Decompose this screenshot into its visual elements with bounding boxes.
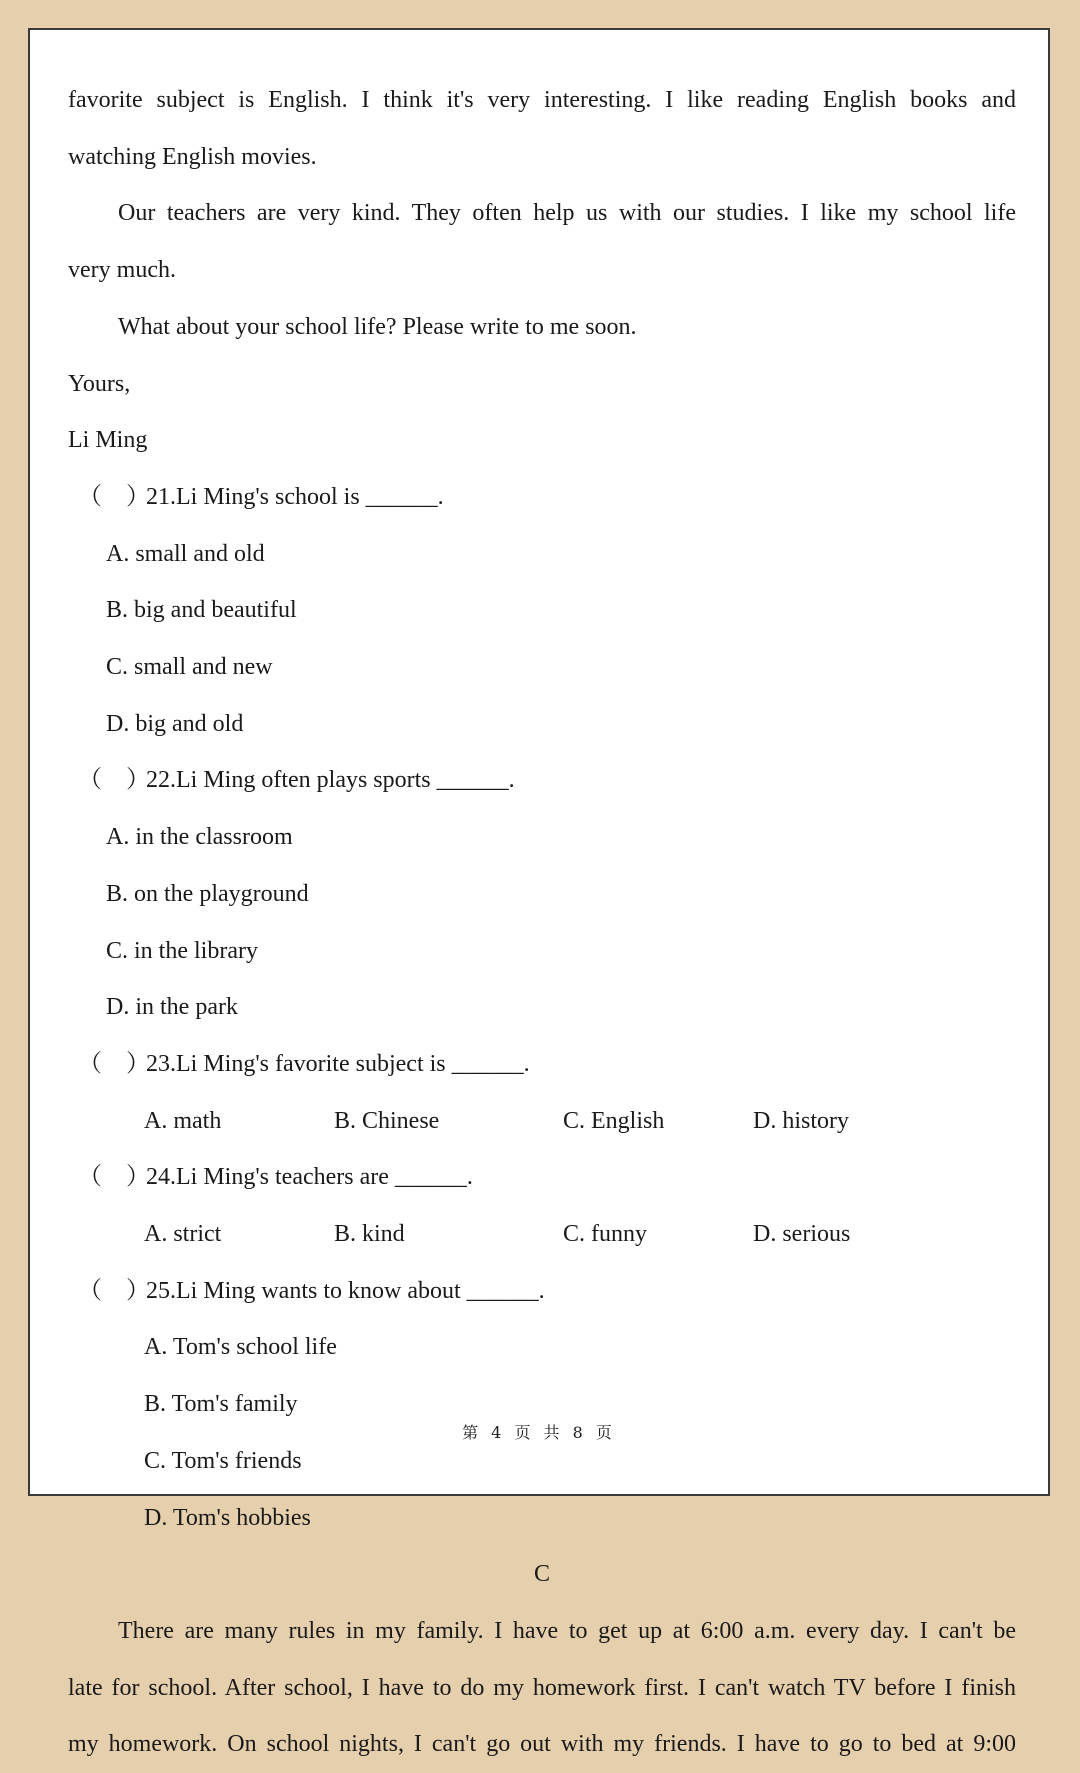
options-row <box>68 1093 1016 1150</box>
passage-line: watching English movies. <box>68 143 317 170</box>
option-a[interactable]: A. Tom's school life <box>144 1334 337 1361</box>
option-b[interactable]: B. Tom's family <box>144 1391 298 1418</box>
question-stem: 22.Li Ming often plays sports ______. <box>146 767 515 794</box>
passage-line: favorite subject is English. I think it's very interesting. I like reading English books and <box>68 87 1016 113</box>
option-d[interactable]: D. history <box>753 1107 849 1134</box>
option-d[interactable]: D. big and old <box>106 710 244 737</box>
options-row <box>68 1433 1016 1546</box>
answer-blank[interactable]: （ ） <box>78 1164 150 1191</box>
options-row <box>68 1206 1016 1263</box>
option-b[interactable]: B. on the playground <box>106 880 309 907</box>
option-a[interactable]: A. math <box>144 1107 222 1134</box>
question-25 <box>68 1263 1016 1320</box>
exam-page <box>28 28 1050 1758</box>
question-stem: 21.Li Ming's school is ______. <box>146 483 444 510</box>
question-21 <box>68 469 1016 526</box>
passage-line: very much. <box>68 257 176 284</box>
options-row <box>68 809 1016 922</box>
option-a[interactable]: A. strict <box>144 1221 222 1248</box>
option-b[interactable]: B. Chinese <box>334 1107 440 1134</box>
option-c[interactable]: C. Tom's friends <box>144 1447 302 1474</box>
answer-blank[interactable]: （ ） <box>78 1277 150 1304</box>
option-d[interactable]: D. in the park <box>106 994 238 1021</box>
option-c[interactable]: C. in the library <box>106 937 258 964</box>
options-row <box>68 526 1016 639</box>
option-b[interactable]: B. kind <box>334 1221 405 1248</box>
question-22 <box>68 752 1016 809</box>
options-row <box>68 923 1016 1036</box>
option-c[interactable]: C. English <box>563 1107 665 1134</box>
options-row <box>68 1319 1016 1432</box>
passage-line: my homework. On school nights, I can't go out with my friends. I have to go to bed at 9:00 <box>68 1731 1016 1758</box>
passage-line: There are many rules in my family. I have to get up at 6:00 a.m. every day. I can't be <box>118 1617 1016 1644</box>
passage-line: Our teachers are very kind. They often help us with our studies. I like my school life <box>118 200 1016 227</box>
option-a[interactable]: A. small and old <box>106 540 265 567</box>
option-d[interactable]: D. serious <box>753 1221 851 1248</box>
letter-closing: Yours, <box>68 370 131 397</box>
passage-line: What about your school life? Please write to me soon. <box>118 313 637 340</box>
answer-blank[interactable]: （ ） <box>78 1050 150 1077</box>
option-c[interactable]: C. small and new <box>106 654 273 681</box>
option-b[interactable]: B. big and beautiful <box>106 597 297 624</box>
question-stem: 25.Li Ming wants to know about ______. <box>146 1277 545 1304</box>
question-stem: 24.Li Ming's teachers are ______. <box>146 1164 473 1191</box>
passage-line: late for school. After school, I have to do my homework first. I can't watch TV before I finish <box>68 1674 1016 1701</box>
option-a[interactable]: A. in the classroom <box>106 824 293 851</box>
answer-blank[interactable]: （ ） <box>78 483 150 510</box>
section-heading: C <box>533 1561 550 1588</box>
option-c[interactable]: C. funny <box>563 1221 647 1248</box>
letter-signature: Li Ming <box>68 427 148 454</box>
option-d[interactable]: D. Tom's hobbies <box>144 1504 311 1531</box>
page-content <box>68 72 1016 1773</box>
answer-blank[interactable]: （ ） <box>78 767 150 794</box>
question-stem: 23.Li Ming's favorite subject is ______. <box>146 1050 530 1077</box>
question-24 <box>68 1149 1016 1206</box>
page-number-footer: 第 4 页 共 8 页 <box>462 1423 616 1442</box>
question-23 <box>68 1036 1016 1093</box>
options-row <box>68 639 1016 752</box>
